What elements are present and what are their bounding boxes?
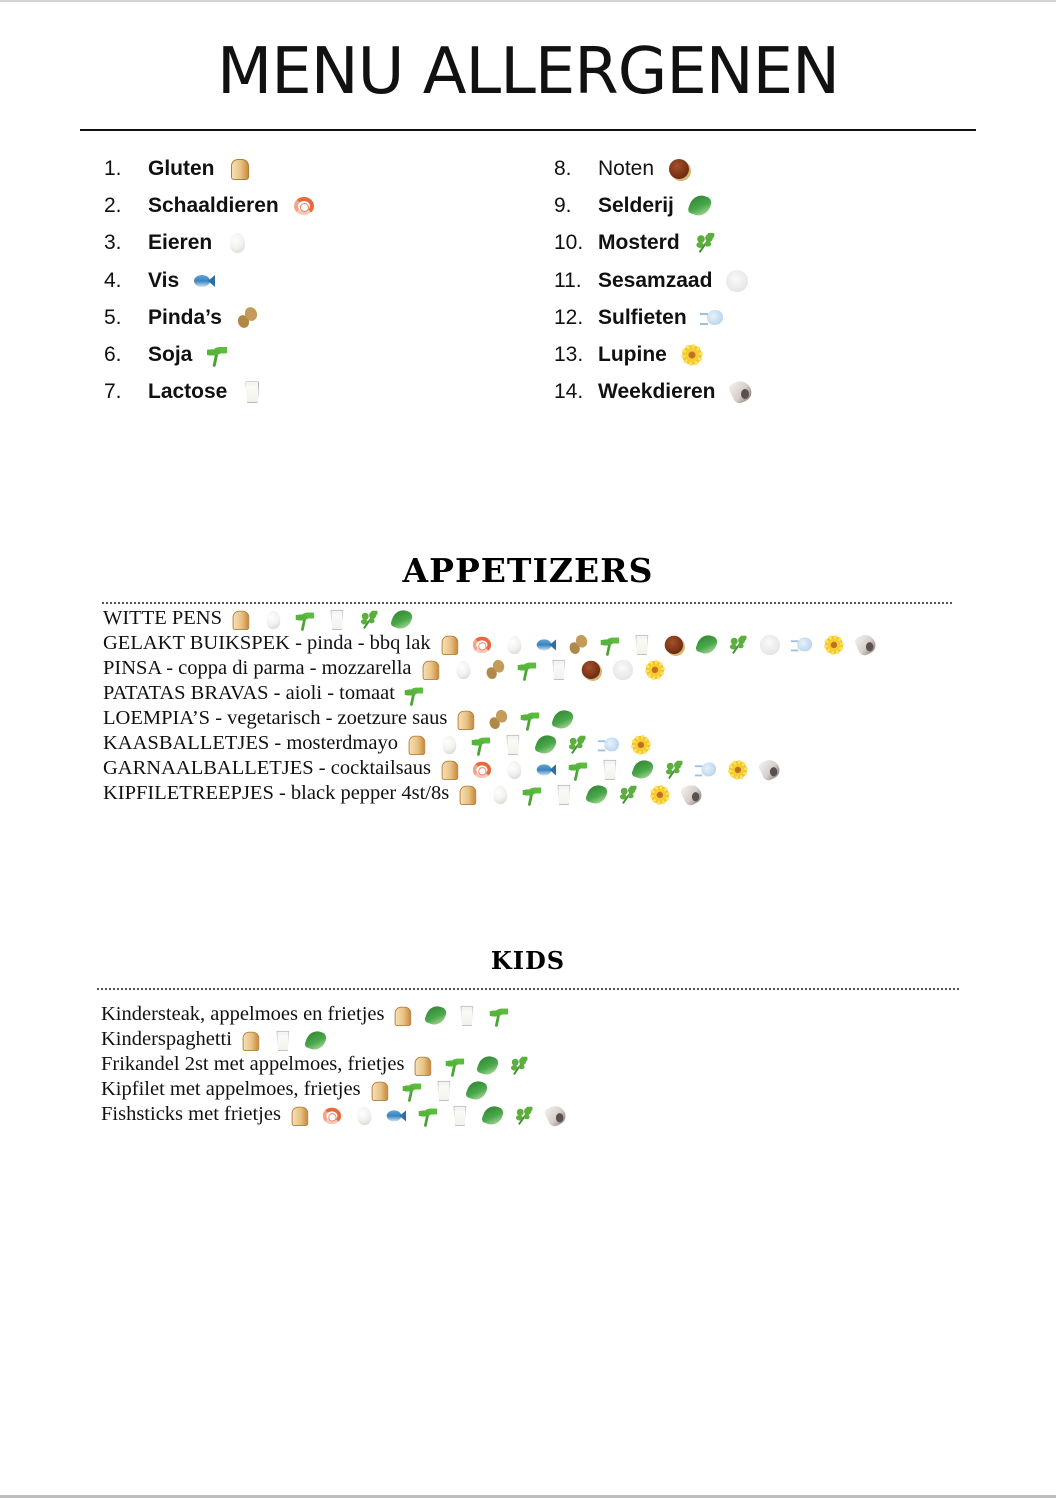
allergen-item — [104, 299, 321, 336]
dash-icon — [790, 633, 810, 653]
allergen-name: Lactose — [148, 380, 228, 404]
white-circle-icon — [611, 658, 631, 678]
allergen-name: Noten — [598, 156, 655, 180]
lettuce-icon — [534, 733, 554, 753]
allergen-number: 7. — [104, 380, 122, 404]
page-title-text: MENU ALLERGENEN — [217, 35, 839, 109]
bread-icon — [455, 708, 475, 728]
menu-item-name: WITTE PENS — [103, 607, 222, 629]
menu-item — [101, 1077, 571, 1102]
menu-item-name: GELAKT BUIKSPEK - pinda - bbq lak — [103, 632, 431, 654]
allergen-legend-left — [104, 150, 321, 411]
allergen-number: 4. — [104, 268, 122, 292]
allergen-name: Lupine — [598, 343, 667, 367]
bread-icon — [412, 1054, 432, 1074]
sprout-icon — [470, 733, 490, 753]
lettuce-icon — [585, 783, 605, 803]
allergen-legend-right — [554, 150, 758, 411]
allergen-item — [104, 187, 321, 224]
bread-icon — [230, 608, 250, 628]
menu-item-name: GARNAALBALLETJES - cocktailsaus — [103, 757, 431, 779]
herb-icon — [358, 608, 378, 628]
allergen-item — [554, 150, 758, 187]
peanut-icon — [566, 633, 586, 653]
chestnut-icon — [579, 658, 599, 678]
lettuce-icon — [631, 758, 651, 778]
fish-icon — [535, 758, 555, 778]
allergen-number: 3. — [104, 231, 122, 255]
milk-icon — [326, 608, 346, 628]
flower-icon — [649, 783, 669, 803]
allergen-name: Pinda’s — [148, 305, 222, 329]
bread-icon — [406, 733, 426, 753]
shell-icon — [681, 783, 701, 803]
bread-icon — [368, 1079, 388, 1099]
shrimp-icon — [321, 1104, 341, 1124]
milk-icon — [240, 380, 264, 404]
allergen-number: 9. — [554, 193, 572, 217]
menu-item — [103, 656, 881, 681]
menu-item-name: PATATAS BRAVAS - aioli - tomaat — [103, 682, 395, 704]
herb-icon — [566, 733, 586, 753]
menu-item-name: Kipfilet met appelmoes, frietjes — [101, 1078, 361, 1100]
menu-item — [103, 756, 881, 781]
menu-item — [101, 1002, 571, 1027]
menu-item — [103, 731, 881, 756]
menu-item-name: Kindersteak, appelmoes en frietjes — [101, 1003, 385, 1025]
allergen-item — [104, 262, 321, 299]
lettuce-icon — [464, 1079, 484, 1099]
milk-icon — [502, 733, 522, 753]
allergen-item — [104, 374, 321, 411]
shell-icon — [545, 1104, 565, 1124]
herb-icon — [693, 231, 717, 255]
allergen-number: 11. — [554, 268, 582, 292]
allergen-number: 6. — [104, 343, 122, 367]
allergen-item — [554, 374, 758, 411]
menu-item — [101, 1027, 571, 1052]
dotted-divider-appetizers — [102, 602, 952, 604]
menu-item-name: LOEMPIA’S - vegetarisch - zoetzure saus — [103, 707, 448, 729]
menu-item-name: KAASBALLETJES - mosterdmayo — [103, 732, 398, 754]
sprout-icon — [417, 1104, 437, 1124]
dash-icon — [700, 306, 724, 330]
peanut-icon — [235, 306, 259, 330]
herb-icon — [508, 1054, 528, 1074]
lettuce-icon — [304, 1029, 324, 1049]
allergen-number: 13. — [554, 343, 584, 367]
bread-icon — [240, 1029, 260, 1049]
allergen-item — [554, 187, 758, 224]
milk-icon — [599, 758, 619, 778]
lettuce-icon — [687, 194, 711, 218]
flower-icon — [630, 733, 650, 753]
shell-icon — [729, 380, 753, 404]
white-circle-icon — [725, 269, 749, 293]
menu-item — [103, 681, 881, 706]
allergen-item — [554, 336, 758, 373]
allergen-name: Mosterd — [598, 231, 680, 255]
allergen-item — [554, 262, 758, 299]
dotted-divider-kids — [97, 988, 959, 990]
allergen-name: Sulfieten — [598, 305, 687, 329]
menu-item — [103, 631, 881, 656]
menu-item-name: Fishsticks met frietjes — [101, 1103, 281, 1125]
allergen-name: Selderij — [598, 193, 674, 217]
allergen-name: Vis — [148, 268, 180, 292]
menu-item-name: Kinderspaghetti — [101, 1028, 232, 1050]
flower-icon — [643, 658, 663, 678]
egg-icon — [502, 633, 522, 653]
chestnut-icon — [662, 633, 682, 653]
lettuce-icon — [551, 708, 571, 728]
section-title-appetizers: APPETIZERS — [402, 551, 654, 590]
flower-icon — [822, 633, 842, 653]
sprout-icon — [205, 343, 229, 367]
sprout-icon — [598, 633, 618, 653]
allergen-number: 2. — [104, 193, 122, 217]
menu-item-name: PINSA - coppa di parma - mozzarella — [103, 657, 412, 679]
shell-icon — [854, 633, 874, 653]
sprout-icon — [567, 758, 587, 778]
peanut-icon — [483, 658, 503, 678]
page-title — [0, 34, 1056, 110]
egg-icon — [451, 658, 471, 678]
bread-icon — [289, 1104, 309, 1124]
allergen-number: 8. — [554, 156, 572, 180]
sprout-icon — [515, 658, 535, 678]
bread-icon — [457, 783, 477, 803]
herb-icon — [726, 633, 746, 653]
egg-icon — [353, 1104, 373, 1124]
bread-icon — [419, 658, 439, 678]
egg-icon — [489, 783, 509, 803]
allergen-name: Soja — [148, 343, 193, 367]
milk-icon — [432, 1079, 452, 1099]
chestnut-icon — [667, 157, 691, 181]
bread-icon — [392, 1004, 412, 1024]
milk-icon — [449, 1104, 469, 1124]
shell-icon — [759, 758, 779, 778]
bread-icon — [228, 157, 252, 181]
allergen-number: 14. — [554, 380, 584, 404]
lettuce-icon — [476, 1054, 496, 1074]
sprout-icon — [403, 683, 423, 703]
menu-item — [103, 606, 881, 631]
herb-icon — [617, 783, 637, 803]
lettuce-icon — [481, 1104, 501, 1124]
herb-icon — [513, 1104, 533, 1124]
shrimp-icon — [292, 194, 316, 218]
allergen-name: Schaaldieren — [148, 193, 279, 217]
allergen-item — [104, 225, 321, 262]
fish-icon — [534, 633, 554, 653]
appetizers-list — [103, 606, 881, 806]
milk-icon — [456, 1004, 476, 1024]
dash-icon — [695, 758, 715, 778]
dash-icon — [598, 733, 618, 753]
fish-icon — [385, 1104, 405, 1124]
sprout-icon — [294, 608, 314, 628]
menu-item — [103, 706, 881, 731]
sprout-icon — [400, 1079, 420, 1099]
milk-icon — [630, 633, 650, 653]
herb-icon — [663, 758, 683, 778]
allergen-item — [104, 336, 321, 373]
kids-list — [101, 1002, 571, 1127]
sprout-icon — [444, 1054, 464, 1074]
milk-icon — [272, 1029, 292, 1049]
shrimp-icon — [471, 758, 491, 778]
allergen-item — [104, 150, 321, 187]
lettuce-icon — [390, 608, 410, 628]
menu-item-name: Frikandel 2st met appelmoes, frietjes — [101, 1053, 405, 1075]
lettuce-icon — [694, 633, 714, 653]
milk-icon — [553, 783, 573, 803]
allergen-name: Gluten — [148, 156, 215, 180]
egg-icon — [262, 608, 282, 628]
egg-icon — [503, 758, 523, 778]
flower-icon — [727, 758, 747, 778]
peanut-icon — [487, 708, 507, 728]
egg-icon — [225, 231, 249, 255]
allergen-number: 10. — [554, 231, 584, 255]
bread-icon — [438, 633, 458, 653]
allergen-item — [554, 299, 758, 336]
allergen-name: Eieren — [148, 231, 213, 255]
fish-icon — [192, 269, 216, 293]
page-top-edge — [0, 0, 1056, 2]
sprout-icon — [519, 708, 539, 728]
lettuce-icon — [424, 1004, 444, 1024]
menu-item-name: KIPFILETREEPJES - black pepper 4st/8s — [103, 782, 450, 804]
allergen-name: Weekdieren — [598, 380, 716, 404]
sprout-icon — [488, 1004, 508, 1024]
allergen-number: 12. — [554, 305, 584, 329]
bread-icon — [439, 758, 459, 778]
menu-item — [101, 1102, 571, 1127]
menu-item — [103, 781, 881, 806]
title-divider — [80, 129, 976, 131]
allergen-number: 5. — [104, 305, 122, 329]
egg-icon — [438, 733, 458, 753]
sprout-icon — [521, 783, 541, 803]
shrimp-icon — [470, 633, 490, 653]
allergen-name: Sesamzaad — [598, 268, 713, 292]
menu-item — [101, 1052, 571, 1077]
milk-icon — [547, 658, 567, 678]
white-circle-icon — [758, 633, 778, 653]
allergen-number: 1. — [104, 156, 122, 180]
section-title-kids: KIDS — [490, 946, 566, 975]
flower-icon — [680, 343, 704, 367]
allergen-item — [554, 225, 758, 262]
